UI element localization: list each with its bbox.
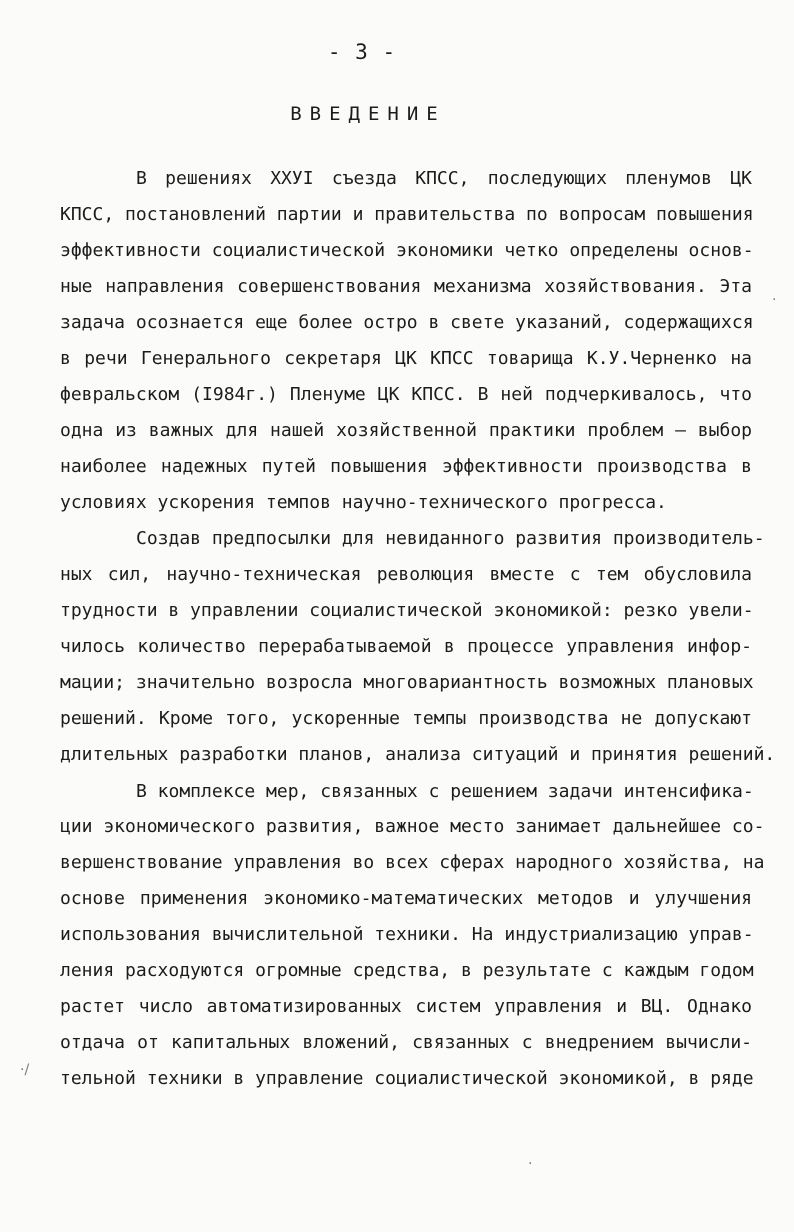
section-heading: ВВЕДЕНИЕ: [290, 103, 446, 125]
text-line: в речи Генерального секретаря ЦК КПСС товарища К.У.Черненко на: [60, 348, 752, 369]
text-line: основе применения экономико-математических методов и улучшения: [60, 888, 752, 909]
text-line: задача осознается еще более остро в свете указаний, содержащихся: [60, 312, 754, 333]
text-line: Создав предпосылки для невиданного развития производитель-: [136, 528, 765, 549]
text-line: ных сил, научно-техническая революция вместе с тем обусловила: [60, 564, 752, 585]
scan-mark: ·: [528, 1156, 533, 1172]
page-number: - 3 -: [327, 40, 397, 64]
text-line: трудности в управлении социалистической экономикой: резко увели-: [60, 600, 754, 621]
text-line: отдача от капитальных вложений, связанных с внедрением вычисли-: [60, 1032, 752, 1053]
scan-mark: ·: [772, 292, 777, 308]
text-line: февральском (I984г.) Пленуме ЦК КПСС. В ней подчеркивалось, что: [60, 384, 752, 405]
text-line: эффективности социалистической экономики четко определены основ-: [60, 240, 754, 261]
text-line: тельной техники в управлениe социалистической экономикой, в ряде: [60, 1068, 754, 1089]
text-line: ления расходуются огромные средства, в результате с каждым годом: [60, 960, 754, 981]
text-line: ные направления совершенствования механизма хозяйствования. Эта: [60, 276, 752, 297]
text-line: КПСС, постановлений партии и правительства по вопросам повышения: [60, 204, 754, 225]
text-line: решений. Кроме того, ускоренные темпы производства не допускают: [60, 708, 752, 729]
text-line: вершенствование управления во всех сферах народного хозяйства, на: [60, 852, 765, 873]
text-line: мации; значительно возросла многовариантность возможных плановых: [60, 672, 754, 693]
text-line: наиболее надежных путей повышения эффективности производства в: [60, 456, 752, 477]
text-line: использования вычислительной техники. На индустриализацию управ-: [60, 924, 754, 945]
text-line: ции экономического развития, важное место занимает дальнейшее со-: [60, 816, 765, 837]
text-line: В решениях ХХУI съезда КПСС, последующих пленумов ЦК: [136, 168, 752, 189]
text-line: растет число автоматизированных систем управления и ВЦ. Однако: [60, 996, 752, 1017]
text-line: длительных разработки планов, анализа ситуаций и принятия решений.: [60, 744, 776, 765]
scan-mark: ·/: [20, 1062, 30, 1078]
text-line: одна из важных для нашей хозяйственной практики проблем – выбор: [60, 420, 752, 441]
text-line: В комплексе мер, связанных с решением задачи интенсифика-: [136, 781, 754, 802]
text-line: чилось количество перерабатываемой в процессе управления инфор-: [60, 636, 752, 657]
text-line: условиях ускорения темпов научно-технического прогресса.: [60, 492, 667, 513]
